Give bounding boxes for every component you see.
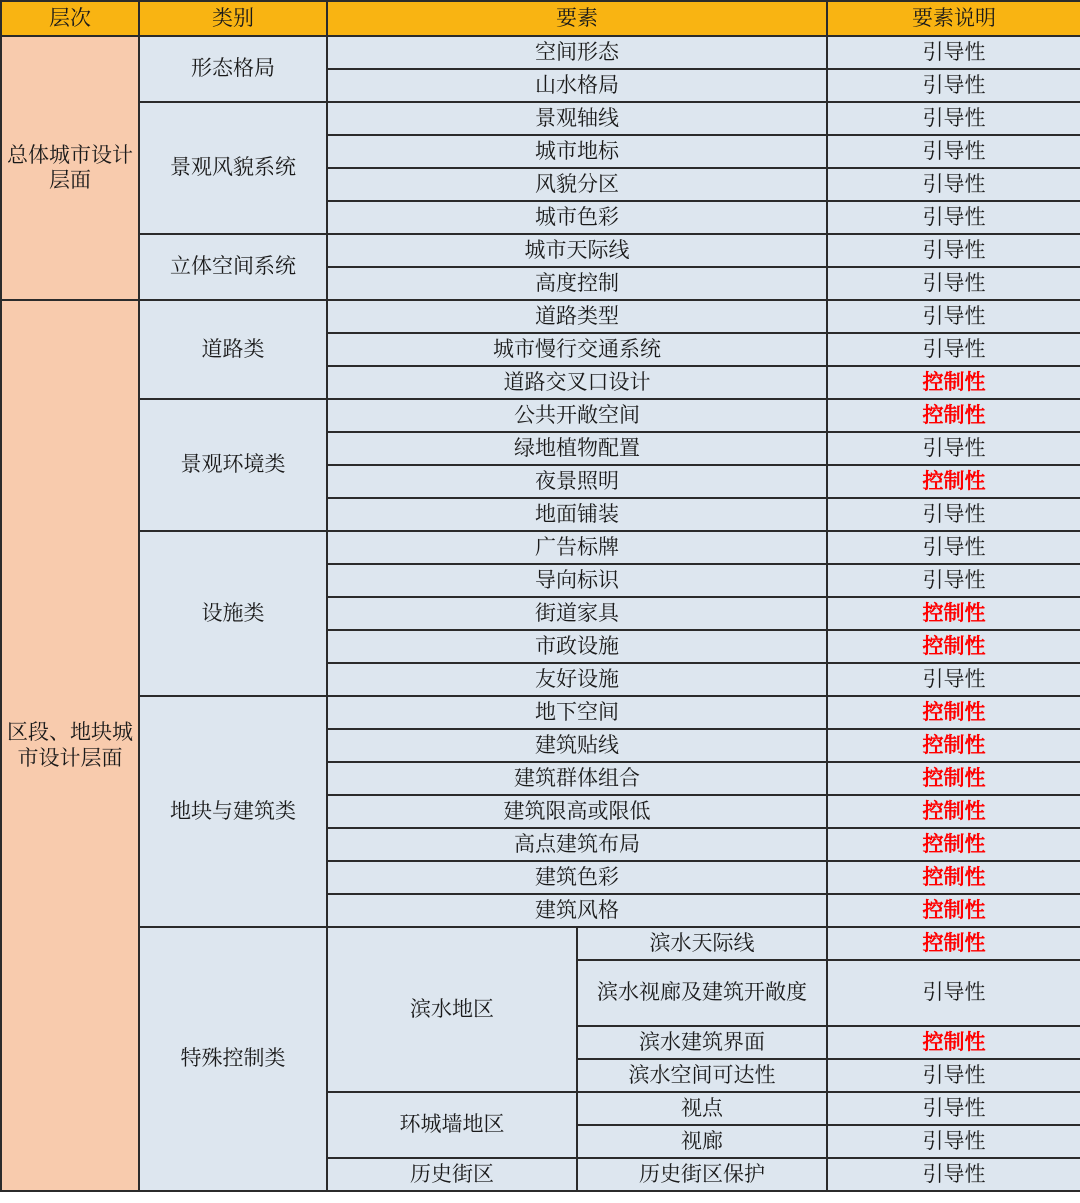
level-cell: 区段、地块城市设计层面 [1,300,139,1191]
description-cell: 控制性 [827,366,1080,399]
table-row [1,102,1080,135]
description-cell: 引导性 [827,135,1080,168]
element-cell: 滨水视廊及建筑开敞度 [577,960,827,1026]
description-cell: 引导性 [827,1092,1080,1125]
element-cell: 街道家具 [327,597,827,630]
element-cell: 市政设施 [327,630,827,663]
level-cell: 总体城市设计层面 [1,36,139,300]
header-element: 要素 [327,1,827,36]
element-cell: 景观轴线 [327,102,827,135]
element-cell: 滨水天际线 [577,927,827,960]
element-cell: 城市慢行交通系统 [327,333,827,366]
element-cell: 空间形态 [327,36,827,69]
element-cell: 广告标牌 [327,531,827,564]
table-row [1,234,1080,267]
subarea-cell: 历史街区 [327,1158,577,1191]
description-cell: 引导性 [827,1158,1080,1191]
description-cell: 控制性 [827,861,1080,894]
header-description: 要素说明 [827,1,1080,36]
description-cell: 引导性 [827,201,1080,234]
category-cell: 立体空间系统 [139,234,327,300]
description-cell: 控制性 [827,630,1080,663]
element-cell: 城市天际线 [327,234,827,267]
element-cell: 建筑色彩 [327,861,827,894]
description-cell: 控制性 [827,828,1080,861]
element-cell: 导向标识 [327,564,827,597]
element-cell: 地面铺装 [327,498,827,531]
category-cell: 景观环境类 [139,399,327,531]
element-cell: 夜景照明 [327,465,827,498]
description-cell: 引导性 [827,267,1080,300]
category-cell: 形态格局 [139,36,327,102]
description-cell: 引导性 [827,300,1080,333]
description-cell: 控制性 [827,894,1080,927]
element-cell: 山水格局 [327,69,827,102]
element-cell: 绿地植物配置 [327,432,827,465]
header-level: 层次 [1,1,139,36]
element-cell: 建筑风格 [327,894,827,927]
element-cell: 建筑群体组合 [327,762,827,795]
table-row [1,531,1080,564]
element-cell: 滨水建筑界面 [577,1026,827,1059]
description-cell: 引导性 [827,1059,1080,1092]
description-cell: 控制性 [827,927,1080,960]
description-cell: 引导性 [827,960,1080,1026]
table-row [1,927,1080,960]
category-cell: 地块与建筑类 [139,696,327,927]
category-cell: 设施类 [139,531,327,696]
header-category: 类别 [139,1,327,36]
description-cell: 控制性 [827,795,1080,828]
element-cell: 风貌分区 [327,168,827,201]
subarea-cell: 环城墙地区 [327,1092,577,1158]
element-cell: 滨水空间可达性 [577,1059,827,1092]
description-cell: 控制性 [827,597,1080,630]
table-row [1,36,1080,69]
description-cell: 控制性 [827,399,1080,432]
element-cell: 城市色彩 [327,201,827,234]
subarea-cell: 滨水地区 [327,927,577,1092]
description-cell: 引导性 [827,333,1080,366]
element-cell: 历史街区保护 [577,1158,827,1191]
description-cell: 控制性 [827,729,1080,762]
element-cell: 建筑限高或限低 [327,795,827,828]
description-cell: 控制性 [827,465,1080,498]
element-cell: 高点建筑布局 [327,828,827,861]
element-cell: 城市地标 [327,135,827,168]
description-cell: 引导性 [827,102,1080,135]
category-cell: 景观风貌系统 [139,102,327,234]
description-cell: 引导性 [827,36,1080,69]
category-cell: 道路类 [139,300,327,399]
description-cell: 引导性 [827,663,1080,696]
description-cell: 控制性 [827,1026,1080,1059]
description-cell: 引导性 [827,498,1080,531]
description-cell: 引导性 [827,531,1080,564]
table-row [1,399,1080,432]
description-cell: 控制性 [827,762,1080,795]
element-cell: 地下空间 [327,696,827,729]
element-cell: 视廊 [577,1125,827,1158]
category-cell: 特殊控制类 [139,927,327,1191]
description-cell: 引导性 [827,564,1080,597]
element-cell: 建筑贴线 [327,729,827,762]
element-cell: 道路交叉口设计 [327,366,827,399]
description-cell: 引导性 [827,69,1080,102]
element-cell: 友好设施 [327,663,827,696]
description-cell: 引导性 [827,432,1080,465]
description-cell: 引导性 [827,234,1080,267]
element-cell: 视点 [577,1092,827,1125]
table-row [1,696,1080,729]
element-cell: 公共开敞空间 [327,399,827,432]
element-cell: 高度控制 [327,267,827,300]
description-cell: 引导性 [827,168,1080,201]
description-cell: 引导性 [827,1125,1080,1158]
header-row [1,1,1080,36]
description-cell: 控制性 [827,696,1080,729]
element-cell: 道路类型 [327,300,827,333]
table-row [1,300,1080,333]
